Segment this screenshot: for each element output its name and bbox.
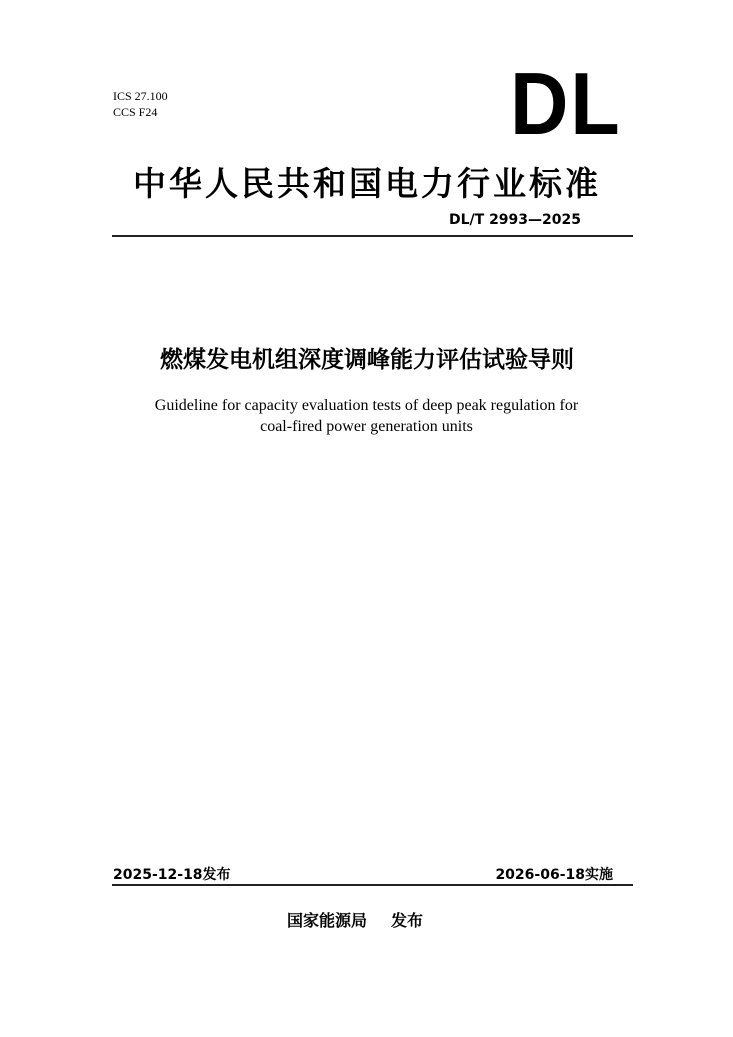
top-divider — [112, 235, 633, 237]
title-en-line-2: coal-fired power generation units — [260, 418, 473, 435]
ccs-code: CCS F24 — [113, 105, 158, 119]
implement-date: 2026-06-18实施 — [495, 867, 613, 883]
document-title-en — [100, 395, 633, 437]
publish-label: 发布 — [391, 911, 424, 930]
title-en-line-1: Guideline for capacity evaluation tests of deep peak regulation for — [154, 397, 579, 414]
standard-category-title: 中华人民共和国电力行业标准 — [133, 164, 601, 203]
bottom-divider — [112, 884, 633, 886]
ics-code: ICS 27.100 — [113, 89, 168, 103]
issue-date: 2025-12-18发布 — [113, 867, 231, 883]
issuer-line — [287, 908, 423, 931]
document-title-cn: 燃煤发电机组深度调峰能力评估试验导则 — [160, 347, 574, 373]
issuer-name: 国家能源局 — [287, 911, 368, 930]
classification-codes — [113, 88, 168, 120]
standard-number: DL/T 2993—2025 — [448, 212, 581, 228]
dl-logo: DL — [510, 54, 622, 153]
